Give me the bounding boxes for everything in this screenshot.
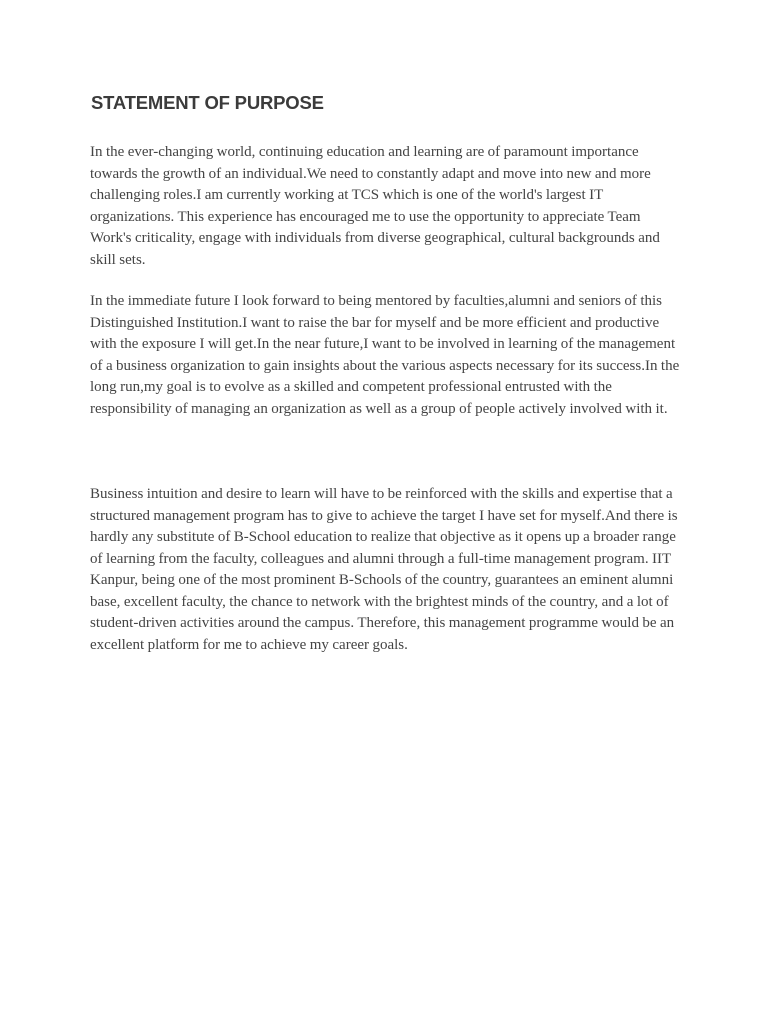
paragraph-intro: In the ever-changing world, continuing education and learning are of paramount importance towards the growth of an individual.We need to constantly adapt and move into new and more challenging roles.I am currently working at TCS which is one of the world's largest IT organizations. This experience has encouraged me to use the opportunity to appreciate Team Work's criticality, engage with individuals from diverse geographical, cultural backgrounds and skill sets.: [90, 144, 660, 268]
paragraph-future-goals: In the immediate future I look forward to being mentored by faculties,alumni and seniors of this Distinguished Institution.I want to raise the bar for myself and be more efficient and productive with the exposure I will get.In the near future,I want to be involved in learning of the management of a business organization to gain insights about the various aspects necessary for its success.In the long run,my goal is to evolve as a skilled and competent professional entrusted with the responsibility of managing an organization as well as a group of people actively involved with it.: [90, 293, 680, 417]
document-title: STATEMENT OF PURPOSE: [91, 92, 324, 113]
paragraph-program-fit: Business intuition and desire to learn will have to be reinforced with the skills and expertise that a structured management program has to give to achieve the target I have set for myself.And there is hardly any substitute of B-School education to realize that objective as it opens up a broader range of learning from the faculty, colleagues and alumni through a full-time management program. IIT Kanpur, being one of the most prominent B-Schools of the country, guarantees an eminent alumni base, excellent faculty, the chance to network with the brightest minds of the country, and a lot of student-driven activities around the campus. Therefore, this management programme would be an excellent platform for me to achieve my career goals.: [90, 486, 678, 653]
